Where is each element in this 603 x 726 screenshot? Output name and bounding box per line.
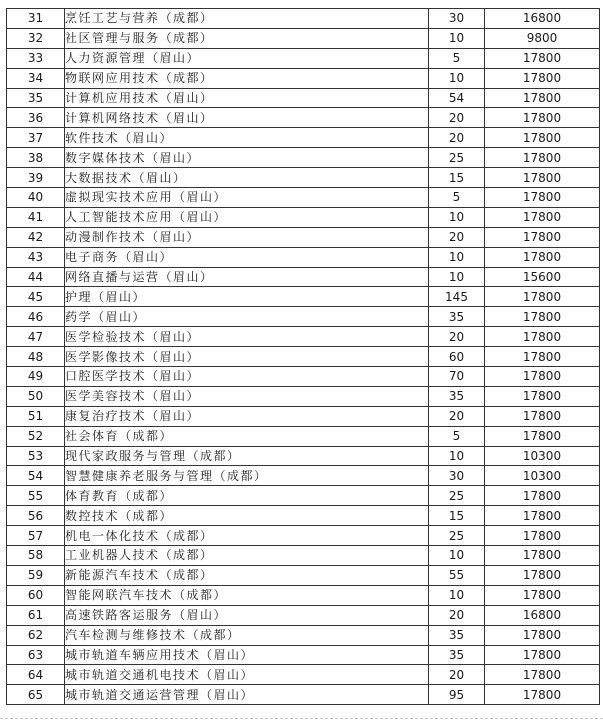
tuition-fee-cell: 17800 bbox=[485, 625, 600, 645]
table-row bbox=[7, 486, 600, 506]
table-row bbox=[7, 506, 600, 526]
enrollment-count-cell: 15 bbox=[429, 168, 485, 188]
row-number-cell: 46 bbox=[7, 307, 65, 327]
enrollment-count-cell: 70 bbox=[429, 367, 485, 387]
enrollment-count-cell: 55 bbox=[429, 565, 485, 585]
table-row bbox=[7, 207, 600, 227]
table-row bbox=[7, 287, 600, 307]
row-number-cell: 36 bbox=[7, 108, 65, 128]
row-number-cell: 55 bbox=[7, 486, 65, 506]
enrollment-count-cell: 5 bbox=[429, 48, 485, 68]
major-name-cell: 医学美容技术（眉山） bbox=[65, 386, 429, 406]
major-name-cell: 体育教育（成都） bbox=[65, 486, 429, 506]
major-name-cell: 物联网应用技术（成都） bbox=[65, 68, 429, 88]
enrollment-count-cell: 20 bbox=[429, 605, 485, 625]
table-row bbox=[7, 585, 600, 605]
tuition-fee-cell: 17800 bbox=[485, 287, 600, 307]
tuition-fee-cell: 17800 bbox=[485, 386, 600, 406]
major-name-cell: 数控技术（成都） bbox=[65, 506, 429, 526]
tuition-fee-cell: 17800 bbox=[485, 108, 600, 128]
tuition-fee-cell: 16800 bbox=[485, 9, 600, 29]
tuition-fee-cell: 17800 bbox=[485, 546, 600, 566]
tuition-fee-cell: 17800 bbox=[485, 526, 600, 546]
enrollment-count-cell: 20 bbox=[429, 227, 485, 247]
major-name-cell: 医学检验技术（眉山） bbox=[65, 327, 429, 347]
enrollment-count-cell: 10 bbox=[429, 68, 485, 88]
major-name-cell: 康复治疗技术（眉山） bbox=[65, 406, 429, 426]
tuition-fee-cell: 17800 bbox=[485, 665, 600, 685]
tuition-fee-cell: 17800 bbox=[485, 128, 600, 148]
major-name-cell: 城市轨道车辆应用技术（眉山） bbox=[65, 645, 429, 665]
table-row bbox=[7, 327, 600, 347]
enrollment-count-cell: 10 bbox=[429, 585, 485, 605]
row-number-cell: 50 bbox=[7, 386, 65, 406]
enrollment-count-cell: 5 bbox=[429, 188, 485, 208]
major-name-cell: 智能网联汽车技术（成都） bbox=[65, 585, 429, 605]
major-name-cell: 大数据技术（眉山） bbox=[65, 168, 429, 188]
tuition-fee-cell: 17800 bbox=[485, 347, 600, 367]
tuition-fee-cell: 17800 bbox=[485, 148, 600, 168]
major-name-cell: 虚拟现实技术应用（眉山） bbox=[65, 188, 429, 208]
table-row bbox=[7, 307, 600, 327]
row-number-cell: 48 bbox=[7, 347, 65, 367]
major-name-cell: 动漫制作技术（眉山） bbox=[65, 227, 429, 247]
table-row bbox=[7, 108, 600, 128]
row-number-cell: 63 bbox=[7, 645, 65, 665]
table-row bbox=[7, 685, 600, 705]
table-row bbox=[7, 68, 600, 88]
enrollment-count-cell: 95 bbox=[429, 685, 485, 705]
tuition-fee-cell: 17800 bbox=[485, 168, 600, 188]
tuition-fee-cell: 17800 bbox=[485, 565, 600, 585]
enrollment-count-cell: 15 bbox=[429, 506, 485, 526]
table-row bbox=[7, 267, 600, 287]
table-row bbox=[7, 227, 600, 247]
major-name-cell: 智慧健康养老服务与管理（成都） bbox=[65, 466, 429, 486]
table-row bbox=[7, 188, 600, 208]
enrollment-count-cell: 20 bbox=[429, 327, 485, 347]
tuition-fee-cell: 9800 bbox=[485, 28, 600, 48]
row-number-cell: 45 bbox=[7, 287, 65, 307]
tuition-fee-cell: 17800 bbox=[485, 367, 600, 387]
row-number-cell: 64 bbox=[7, 665, 65, 685]
major-name-cell: 工业机器人技术（成都） bbox=[65, 546, 429, 566]
table-row bbox=[7, 48, 600, 68]
tuition-fee-cell: 17800 bbox=[485, 426, 600, 446]
tuition-fee-cell: 17800 bbox=[485, 227, 600, 247]
enrollment-count-cell: 25 bbox=[429, 486, 485, 506]
major-name-cell: 现代家政服务与管理（成都） bbox=[65, 446, 429, 466]
enrollment-count-cell: 25 bbox=[429, 148, 485, 168]
enrollment-count-cell: 10 bbox=[429, 267, 485, 287]
tuition-fee-cell: 17800 bbox=[485, 486, 600, 506]
row-number-cell: 37 bbox=[7, 128, 65, 148]
enrollment-count-cell: 35 bbox=[429, 307, 485, 327]
enrollment-count-cell: 30 bbox=[429, 466, 485, 486]
row-number-cell: 32 bbox=[7, 28, 65, 48]
table-row bbox=[7, 88, 600, 108]
tuition-fee-cell: 17800 bbox=[485, 188, 600, 208]
major-name-cell: 口腔医学技术（眉山） bbox=[65, 367, 429, 387]
tuition-fee-cell: 16800 bbox=[485, 605, 600, 625]
table-row bbox=[7, 466, 600, 486]
enrollment-count-cell: 30 bbox=[429, 9, 485, 29]
major-name-cell: 城市轨道交通运营管理（眉山） bbox=[65, 685, 429, 705]
enrollment-count-cell: 20 bbox=[429, 128, 485, 148]
row-number-cell: 65 bbox=[7, 685, 65, 705]
row-number-cell: 62 bbox=[7, 625, 65, 645]
table-row bbox=[7, 446, 600, 466]
enrollment-count-cell: 35 bbox=[429, 645, 485, 665]
table-row bbox=[7, 148, 600, 168]
tuition-fee-cell: 17800 bbox=[485, 406, 600, 426]
table-row bbox=[7, 128, 600, 148]
enrollment-count-cell: 60 bbox=[429, 347, 485, 367]
row-number-cell: 49 bbox=[7, 367, 65, 387]
tuition-fee-cell: 17800 bbox=[485, 585, 600, 605]
row-number-cell: 51 bbox=[7, 406, 65, 426]
tuition-fee-cell: 17800 bbox=[485, 645, 600, 665]
table-row bbox=[7, 168, 600, 188]
enrollment-count-cell: 5 bbox=[429, 426, 485, 446]
row-number-cell: 44 bbox=[7, 267, 65, 287]
major-name-cell: 数字媒体技术（眉山） bbox=[65, 148, 429, 168]
major-name-cell: 医学影像技术（眉山） bbox=[65, 347, 429, 367]
major-name-cell: 软件技术（眉山） bbox=[65, 128, 429, 148]
tuition-fee-cell: 10300 bbox=[485, 446, 600, 466]
tuition-fee-cell: 17800 bbox=[485, 685, 600, 705]
table-row bbox=[7, 406, 600, 426]
row-number-cell: 57 bbox=[7, 526, 65, 546]
tuition-fee-cell: 17800 bbox=[485, 207, 600, 227]
enrollment-count-cell: 35 bbox=[429, 625, 485, 645]
major-name-cell: 汽车检测与维修技术（成都） bbox=[65, 625, 429, 645]
table-row bbox=[7, 645, 600, 665]
row-number-cell: 56 bbox=[7, 506, 65, 526]
enrollment-count-cell: 10 bbox=[429, 446, 485, 466]
tuition-fee-cell: 17800 bbox=[485, 506, 600, 526]
major-name-cell: 人工智能技术应用（眉山） bbox=[65, 207, 429, 227]
tuition-fee-cell: 15600 bbox=[485, 267, 600, 287]
enrollment-count-cell: 20 bbox=[429, 665, 485, 685]
row-number-cell: 38 bbox=[7, 148, 65, 168]
major-name-cell: 药学（眉山） bbox=[65, 307, 429, 327]
table-row bbox=[7, 526, 600, 546]
page-bottom-divider bbox=[0, 718, 603, 719]
enrollment-count-cell: 10 bbox=[429, 546, 485, 566]
row-number-cell: 43 bbox=[7, 247, 65, 267]
major-name-cell: 社区管理与服务（成都） bbox=[65, 28, 429, 48]
major-name-cell: 城市轨道交通机电技术（眉山） bbox=[65, 665, 429, 685]
table-row bbox=[7, 386, 600, 406]
enrollment-count-cell: 54 bbox=[429, 88, 485, 108]
tuition-fee-cell: 10300 bbox=[485, 466, 600, 486]
row-number-cell: 52 bbox=[7, 426, 65, 446]
tuition-fee-cell: 17800 bbox=[485, 68, 600, 88]
row-number-cell: 35 bbox=[7, 88, 65, 108]
table-row bbox=[7, 605, 600, 625]
row-number-cell: 53 bbox=[7, 446, 65, 466]
major-name-cell: 机电一体化技术（成都） bbox=[65, 526, 429, 546]
table-row bbox=[7, 347, 600, 367]
major-enrollment-table bbox=[6, 8, 600, 705]
table-row bbox=[7, 426, 600, 446]
enrollment-count-cell: 20 bbox=[429, 406, 485, 426]
row-number-cell: 54 bbox=[7, 466, 65, 486]
tuition-fee-cell: 17800 bbox=[485, 48, 600, 68]
row-number-cell: 39 bbox=[7, 168, 65, 188]
enrollment-count-cell: 35 bbox=[429, 386, 485, 406]
enrollment-count-cell: 10 bbox=[429, 207, 485, 227]
major-name-cell: 人力资源管理（眉山） bbox=[65, 48, 429, 68]
table-row bbox=[7, 625, 600, 645]
enrollment-count-cell: 10 bbox=[429, 28, 485, 48]
major-name-cell: 社会体育（成都） bbox=[65, 426, 429, 446]
enrollment-count-cell: 10 bbox=[429, 247, 485, 267]
enrollment-count-cell: 145 bbox=[429, 287, 485, 307]
enrollment-count-cell: 20 bbox=[429, 108, 485, 128]
tuition-fee-cell: 17800 bbox=[485, 247, 600, 267]
major-name-cell: 烹饪工艺与营养（成都） bbox=[65, 9, 429, 29]
row-number-cell: 41 bbox=[7, 207, 65, 227]
tuition-fee-cell: 17800 bbox=[485, 307, 600, 327]
major-name-cell: 网络直播与运营（眉山） bbox=[65, 267, 429, 287]
row-number-cell: 42 bbox=[7, 227, 65, 247]
major-name-cell: 计算机应用技术（眉山） bbox=[65, 88, 429, 108]
row-number-cell: 33 bbox=[7, 48, 65, 68]
row-number-cell: 34 bbox=[7, 68, 65, 88]
tuition-fee-cell: 17800 bbox=[485, 327, 600, 347]
major-name-cell: 高速铁路客运服务（眉山） bbox=[65, 605, 429, 625]
row-number-cell: 61 bbox=[7, 605, 65, 625]
major-name-cell: 新能源汽车技术（成都） bbox=[65, 565, 429, 585]
major-name-cell: 电子商务（眉山） bbox=[65, 247, 429, 267]
table-row bbox=[7, 665, 600, 685]
row-number-cell: 59 bbox=[7, 565, 65, 585]
table-row bbox=[7, 28, 600, 48]
table-row bbox=[7, 546, 600, 566]
tuition-fee-cell: 17800 bbox=[485, 88, 600, 108]
major-name-cell: 计算机网络技术（眉山） bbox=[65, 108, 429, 128]
table-row bbox=[7, 367, 600, 387]
table-row bbox=[7, 9, 600, 29]
row-number-cell: 60 bbox=[7, 585, 65, 605]
enrollment-table-page bbox=[6, 8, 595, 710]
table-row bbox=[7, 247, 600, 267]
table-body bbox=[7, 9, 600, 705]
row-number-cell: 47 bbox=[7, 327, 65, 347]
row-number-cell: 58 bbox=[7, 546, 65, 566]
row-number-cell: 31 bbox=[7, 9, 65, 29]
table-row bbox=[7, 565, 600, 585]
major-name-cell: 护理（眉山） bbox=[65, 287, 429, 307]
row-number-cell: 40 bbox=[7, 188, 65, 208]
enrollment-count-cell: 25 bbox=[429, 526, 485, 546]
